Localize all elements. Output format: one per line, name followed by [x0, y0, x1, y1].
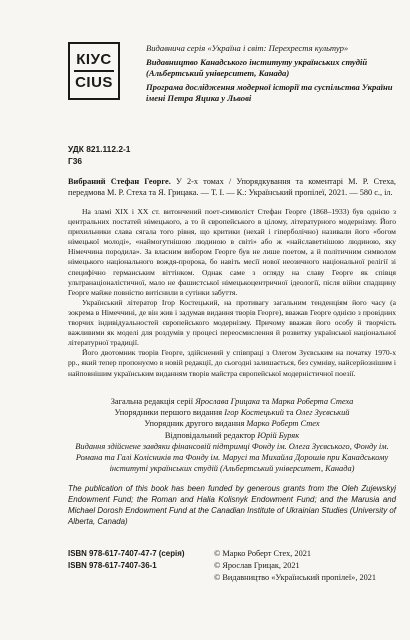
udk-code: УДК 821.112.2-1	[68, 144, 131, 154]
copyright-block	[214, 548, 398, 584]
credit-name: Ігор Костецький	[224, 408, 284, 418]
annotation	[68, 207, 396, 379]
publisher-cius: Видавництво Канадського інституту українських студій (Альбертський університет, Канада)	[146, 57, 368, 78]
credit-label: Загальна редакція серії	[110, 397, 196, 406]
copyright-line: © Ярослав Грицак, 2021	[214, 561, 300, 570]
logo-text-latin: CIUS	[75, 74, 113, 91]
bibliographic-details: У 2-х томах / Упорядкування та коментарі М. Р. Стеха, передмова М. Р. Стеха та Я. Грицака. — Т. І. — К.: Український пропілеї, 2021. — 580 с., іл.	[68, 177, 397, 197]
series-name: Видавнича серія «Україна і світ: Перехрестя культур»	[146, 43, 349, 53]
credit-label: Упорядник другого видання	[144, 419, 247, 429]
funding-note-ukrainian: Видання здійснене завдяки фінансовій підтримці Фонду ім. Олега Зуєвського, Фонду ім. Романа та Галі Колісників та Фонду ім. Марусі та Михайла Дорошів при Канадському інституті українських студій (Альбертський університет, Канада)	[75, 442, 389, 474]
logo-text-ukrainian: КІУС	[76, 51, 112, 68]
udk-classification	[68, 143, 130, 167]
series-info	[146, 43, 396, 107]
editorial-credits	[68, 396, 396, 441]
funding-note-english: The publication of this book has been funded by generous grants from the Oleh Zujewskyj Endowment Fund; the Roman and Halia Kolisnyk Endowment Fund; and the Marusia and Michael Dorosh Endowment Fund at the Canadian Institute of Ukrainian Studies (University of Alberta, Canada)	[68, 484, 396, 526]
credit-name: Ярослава Грицака	[195, 397, 260, 406]
annotation-paragraph-2: Український літератор Ігор Костецький, на противагу загальним тенденціям його часу (а зокрема в Німеччині, де він жив і задумав видання творів Георге), вважав Георге однією з провідних творчих індивідуальностей європейського модернізму. Причому вважав його особу й творчість важливими як моделі для роздумів у процесі переосмислення й розвитку української національної літературної традиції.	[68, 297, 396, 348]
credit-label: Упорядники першого видання	[114, 408, 225, 418]
credit-first-edition-compilers	[68, 407, 396, 418]
credit-conjunction: та	[283, 408, 296, 418]
copyright-line: © Видавництво «Український пропілеї», 2021	[214, 573, 377, 582]
publisher-jacyk-program: Програма дослідження модерної історії та суспільства України імені Петра Яцика у Львові	[146, 82, 393, 103]
credit-second-edition-compiler	[68, 418, 396, 429]
author-mark: Г36	[68, 156, 83, 166]
credit-name: Олег Зуєвський	[295, 408, 350, 418]
book-title: Вибраний Стефан Георге.	[68, 177, 171, 186]
credit-conjunction: та	[259, 397, 272, 406]
annotation-paragraph-1: На зламі XIX і XX ст. витончений поет-символіст Стефан Георге (1868–1933) був однією з центральних постатей німецького, а то й європейського в цілому, літературного модернізму. Його прихильники слава сягала того рівня, що критики (нехай і гіперболічно) називали його «богом німецької молоді», «наймогутнішою людиною в світі» або ж «найславетнішою людиною, яку Німеччина породила». За власним вибором Георге був не лише поетом, а й політичним символом німецького національного вождя-пророка, бо навіть месії нової неозичного національної релігії зі специфічно германським віттінком. Однак саме з огляду на славу Георге як співця ультранаціоналістичної, мало не фашистської німецькоцентричної ідеології, після війни спадщину Георге майже повністю витіснили в сутінки забуття.	[68, 207, 396, 297]
credit-responsible-editor	[68, 430, 396, 441]
cius-logo	[68, 42, 120, 100]
logo-divider	[74, 70, 114, 72]
isbn-series: ISBN 978-617-7407-47-7 (серія)	[68, 549, 185, 558]
credit-name: Марко Роберт Стех	[246, 419, 320, 429]
credit-label: Відповідальний редактор	[164, 430, 258, 440]
annotation-paragraph-3: Його двотомник творів Георге, здійснений у співпраці з Олегом Зуєвським на початку 1970-х рр., який тепер пропонуємо в новій редакції, до сьогодні залишається, без сумніву, найсерйознішим і найповнішим українським виданням творів майстра європейської модерністичної поезії.	[68, 348, 396, 378]
isbn-volume: ISBN 978-617-7407-36-1	[68, 561, 157, 570]
credit-series-editors	[68, 396, 396, 407]
credit-name: Юрій Буряк	[257, 430, 300, 440]
credit-name: Марка Роберта Стеха	[271, 397, 354, 406]
bibliographic-record	[68, 177, 396, 198]
copyright-line: © Марко Роберт Стех, 2021	[214, 549, 312, 558]
isbn-block	[68, 548, 184, 572]
